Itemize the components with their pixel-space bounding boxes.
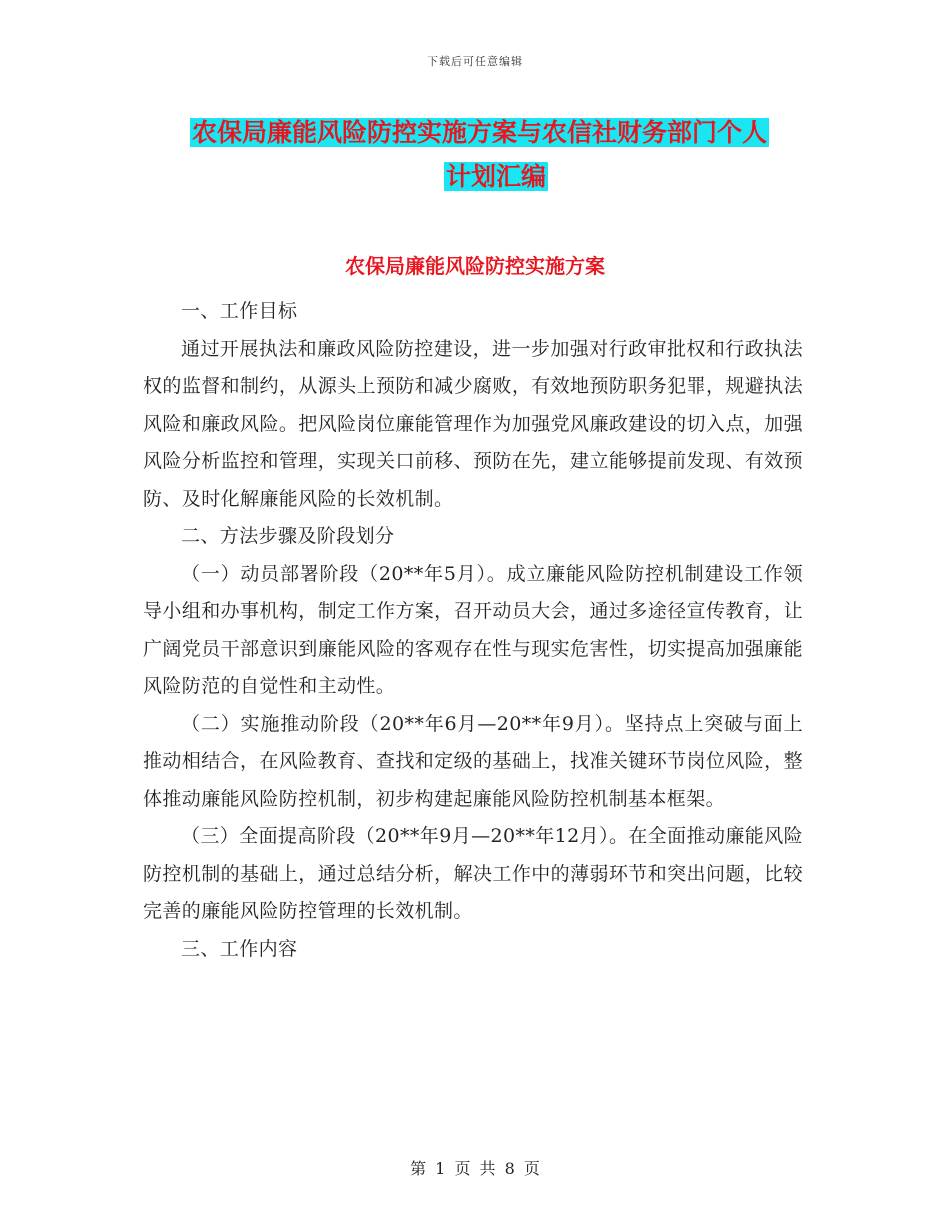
title-highlight-1: 农保局廉能风险防控实施方案与农信社财务部门个人 (192, 118, 768, 147)
document-title-line-2 (190, 155, 810, 199)
section-title: 农保局廉能风险防控实施方案 (345, 254, 605, 278)
page-header-note: 下载后可任意编辑 (427, 55, 523, 68)
heading-work-goals: 一、工作目标 (181, 300, 298, 322)
paragraph-stage-1: （一）动员部署阶段（20**年5月）。成立廉能风险防控机制建设工作领导小组和办事机构，制定工作方案，召开动员大会，通过多途径宣传教育，让广阔党员干部意识到廉能风险的客观存在性与现实危害性，切实提高加强廉能风险防范的自觉性和主动性。 (143, 562, 803, 697)
heading-work-content: 三、工作内容 (181, 937, 298, 960)
paragraph-stage-2: （二）实施推动阶段（20**年6月—20**年9月）。坚持点上突破与面上推动相结合，在风险教育、查找和定级的基础上，找准关键环节岗位风险，整体推动廉能风险防控机制，初步构建起廉能风险防控机制基本框架。 (143, 712, 803, 810)
title-highlight-2: 计划汇编 (445, 162, 546, 191)
paragraph-stage-3: （三）全面提高阶段（20**年9月—20**年12月）。在全面推动廉能风险防控机制的基础上，通过总结分析，解决工作中的薄弱环节和突出问题，比较完善的廉能风险防控管理的长效机制。 (143, 825, 803, 922)
document-title (190, 111, 810, 199)
document-title-line-1 (190, 111, 810, 155)
heading-method-steps: 二、方法步骤及阶段划分 (181, 525, 395, 547)
document-body (143, 293, 803, 968)
page-number: 第 1 页 共 8 页 (410, 1159, 540, 1178)
paragraph-work-goals: 通过开展执法和廉政风险防控建设，进一步加强对行政审批权和行政执法权的监督和制约，从源头上预防和减少腐败，有效地预防职务犯罪，规避执法风险和廉政风险。把风险岗位廉能管理作为加强党风廉政建设的切入点，加强风险分析监控和管理，实现关口前移、预防在先，建立能够提前发现、有效预防、及时化解廉能风险的长效机制。 (143, 337, 803, 510)
